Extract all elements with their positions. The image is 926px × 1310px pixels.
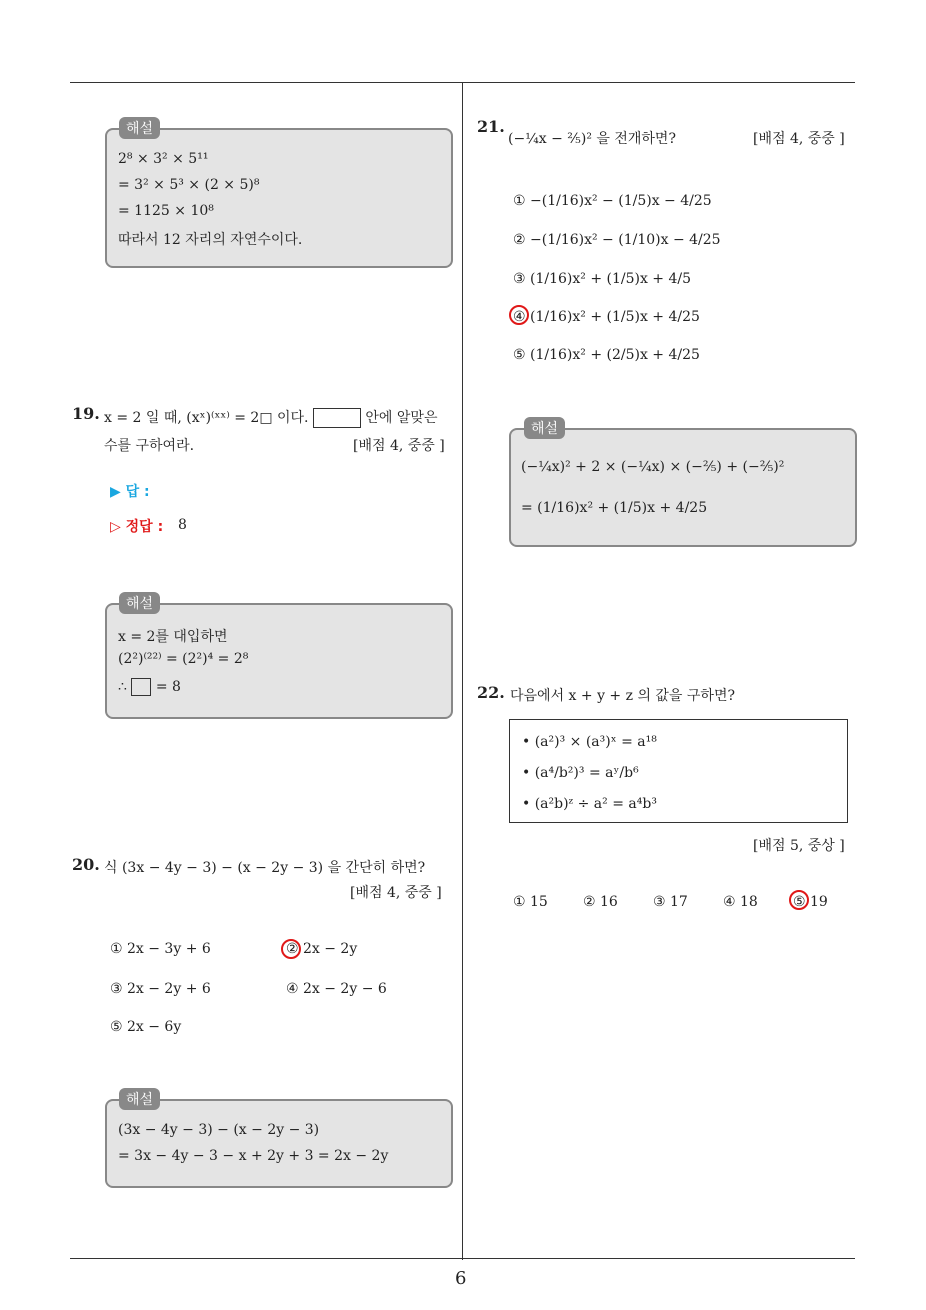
answer-blank-box (313, 408, 361, 428)
question-22-text: 다음에서 x + y + z 의 값을 구하면? (510, 688, 735, 704)
question-19-score: [배점 4, 중중 ] (353, 438, 445, 454)
question-22-score: [배점 5, 중상 ] (753, 838, 845, 854)
solution-tab-21: 해설 (524, 417, 565, 439)
sol20-line-2: = 3x − 4y − 3 − x + 2y + 3 = 2x − 2y (118, 1148, 389, 1164)
sol21-line-2: = (1/16)x² + (1/5)x + 4/25 (521, 500, 708, 516)
question-21-score: [배점 4, 중중 ] (753, 131, 845, 147)
q20-option-3[interactable]: ③ 2x − 2y + 6 (110, 981, 211, 997)
question-19-text-c: 수를 구하여라. (104, 438, 195, 454)
condition-3: • (a²b)ᶻ ÷ a² = a⁴b³ (522, 796, 657, 812)
sol19-result: = 8 (155, 679, 181, 695)
solution-tab-20: 해설 (119, 1088, 160, 1110)
condition-2: • (a⁴/b²)³ = aʸ/b⁶ (522, 765, 639, 781)
correct-answer-value: 8 (178, 517, 187, 533)
q22-option-1[interactable]: ① 15 (513, 894, 548, 910)
sol18-line-3: = 1125 × 10⁸ (118, 203, 214, 219)
answer-label: ▶ 답 : (110, 484, 150, 500)
q22-option-4[interactable]: ④ 18 (723, 894, 758, 910)
correct-answer-label: ▷ 정답 : (110, 519, 164, 535)
selected-answer-circle-q22 (789, 890, 809, 910)
q20-option-1[interactable]: ① 2x − 3y + 6 (110, 941, 211, 957)
sol19-blank-box (131, 678, 151, 696)
question-21-text: (−¼x − ⅖)² 을 전개하면? (508, 131, 676, 147)
question-21-number: 21. (477, 117, 505, 136)
selected-answer-circle-q21 (509, 305, 529, 325)
q20-option-2[interactable]: ② 2x − 2y (286, 941, 358, 957)
page-number: 6 (455, 1268, 467, 1289)
sol19-line-1: x = 2를 대입하면 (118, 629, 228, 645)
q22-option-5[interactable]: ⑤ 19 (793, 894, 828, 910)
question-19-text-a: x = 2 일 때, (xˣ)⁽ˣˣ⁾ = 2□ 이다. (104, 410, 309, 426)
solution-tab-19: 해설 (119, 592, 160, 614)
question-19-text-b: 안에 알맞은 (365, 410, 438, 426)
question-20-score: [배점 4, 중중 ] (350, 885, 442, 901)
q21-option-4[interactable]: ④ (1/16)x² + (1/5)x + 4/25 (513, 309, 700, 325)
solution-tab-18: 해설 (119, 117, 160, 139)
question-19-number: 19. (72, 404, 100, 423)
bottom-rule (70, 1258, 855, 1259)
q20-option-4[interactable]: ④ 2x − 2y − 6 (286, 981, 387, 997)
sol19-line-3 (118, 678, 181, 696)
q22-option-3[interactable]: ③ 17 (653, 894, 688, 910)
solution-box-21 (509, 428, 857, 547)
column-divider (462, 82, 463, 1260)
sol21-line-1: (−¼x)² + 2 × (−¼x) × (−⅖) + (−⅖)² (521, 459, 785, 475)
q21-option-1[interactable]: ① −(1/16)x² − (1/5)x − 4/25 (513, 193, 712, 209)
q20-option-5[interactable]: ⑤ 2x − 6y (110, 1019, 182, 1035)
question-19-text (104, 407, 437, 428)
question-22-number: 22. (477, 683, 505, 702)
q21-option-5[interactable]: ⑤ (1/16)x² + (2/5)x + 4/25 (513, 347, 700, 363)
sol19-line-2: (2²)⁽²²⁾ = (2²)⁴ = 2⁸ (118, 651, 249, 667)
question-20-number: 20. (72, 855, 100, 874)
question-20-text: 식 (3x − 4y − 3) − (x − 2y − 3) 을 간단히 하면? (104, 860, 426, 876)
q21-option-2[interactable]: ② −(1/16)x² − (1/10)x − 4/25 (513, 232, 721, 248)
sol18-line-2: = 3² × 5³ × (2 × 5)⁸ (118, 177, 260, 193)
sol20-line-1: (3x − 4y − 3) − (x − 2y − 3) (118, 1122, 320, 1138)
selected-answer-circle-q20 (281, 939, 301, 959)
sol18-line-1: 2⁸ × 3² × 5¹¹ (118, 151, 209, 167)
sol19-therefore: ∴ (118, 679, 127, 695)
q21-option-3[interactable]: ③ (1/16)x² + (1/5)x + 4/5 (513, 271, 692, 287)
sol18-line-4: 따라서 12 자리의 자연수이다. (118, 232, 303, 248)
solution-box-20 (105, 1099, 453, 1188)
q22-option-2[interactable]: ② 16 (583, 894, 618, 910)
condition-1: • (a²)³ × (a³)ˣ = a¹⁸ (522, 734, 657, 750)
